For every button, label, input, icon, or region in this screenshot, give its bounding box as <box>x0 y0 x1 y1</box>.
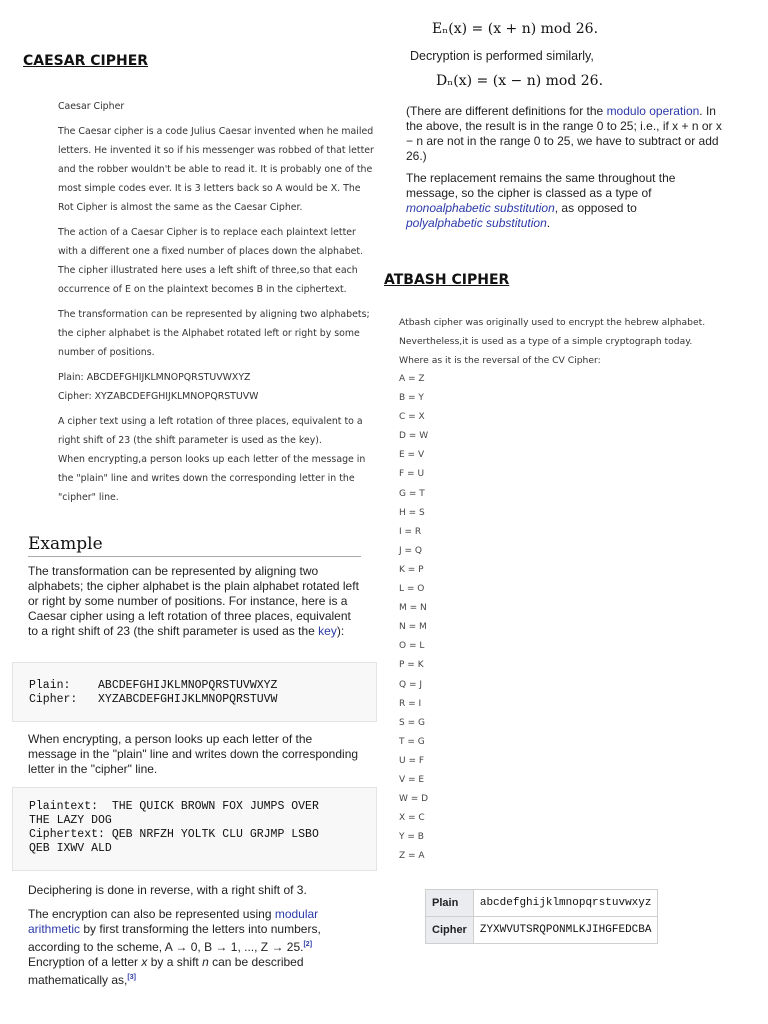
key-link[interactable]: key <box>318 624 337 638</box>
atbash-pair: D = W <box>399 431 429 442</box>
cipher-header-cell: Cipher <box>426 917 474 944</box>
atbash-pair: J = Q <box>399 545 423 556</box>
scan-paragraph-3: The transformation can be represented by aligning two alphabets; the cipher alphabet is the Alphabet rotated left or right by some number of positions. <box>58 309 370 358</box>
plain-header-cell: Plain <box>426 890 474 917</box>
atbash-pair: X = C <box>399 813 425 824</box>
modulo-note-text: (There are different definitions for the <box>406 104 607 118</box>
caesar-title: CAESAR CIPHER <box>23 53 149 69</box>
example-p1-text: The transformation can be represented by aligning two alphabets; the cipher alphabet is the plain alphabet rotated left or right by some number of positions. For instance, here is a Caesar cipher using a left rotation of three places, equivalent to a right shift of 23 (the shift parameter is used as the <box>28 564 359 638</box>
atbash-pair: V = E <box>399 774 425 785</box>
example-paragraph-3: Deciphering is done in reverse, with a right shift of 3. <box>28 883 307 897</box>
example-paragraph-1 <box>28 564 363 639</box>
atbash-pair: Q = J <box>399 679 423 690</box>
atbash-pair: B = Y <box>399 393 424 404</box>
plain-cipher-box: Plain: ABCDEFGHIJKLMNOPQRSTUVWXYZ Cipher: XYZABCDEFGHIJKLMNOPQRSTUVW <box>12 662 377 722</box>
atbash-pair: U = F <box>399 755 425 766</box>
atbash-pair: S = G <box>399 717 425 728</box>
modulo-note <box>406 104 726 164</box>
atbash-pair: L = O <box>399 584 425 595</box>
modulo-operation-link[interactable]: modulo operation <box>606 104 700 118</box>
example-paragraph-4 <box>28 907 368 988</box>
scan-cipher-line: Cipher: XYZABCDEFGHIJKLMNOPQRSTUVW <box>58 391 259 402</box>
scan-after-1: A cipher text using a left rotation of three places, equivalent to a right shift of 23 (the shift parameter is used as the key). <box>58 416 363 446</box>
caesar-scan-block <box>58 97 378 507</box>
plain-value-cell: abcdefghijklmnopqrstuvwxyz <box>473 890 658 917</box>
modulo-note-text-2: . In the above, the result is in the range 0 to 25; i.e., if x + n or x − n are not in the range 0 to 25, we have to subtract or add 26.) <box>406 104 722 163</box>
atbash-intro-1: Atbash cipher was originally used to encrypt the hebrew alphabet. <box>399 317 706 328</box>
example-p4-text-4: by a shift <box>147 955 203 969</box>
atbash-intro-2: Nevertheless,it is used as a type of a simple cryptograph today. <box>399 336 693 347</box>
atbash-pair: O = L <box>399 641 425 652</box>
atbash-pair: I = R <box>399 526 422 537</box>
atbash-pair: G = T <box>399 488 425 499</box>
table-row <box>426 890 658 917</box>
example-p1-end: ): <box>336 624 345 638</box>
atbash-pair: E = V <box>399 450 425 461</box>
atbash-pair: H = S <box>399 507 425 518</box>
atbash-pair: A = Z <box>399 374 425 384</box>
atbash-pair: Y = B <box>399 832 424 843</box>
atbash-pair: W = D <box>399 794 429 805</box>
atbash-pair: Z = A <box>399 851 425 862</box>
example-p4-text-3: Encryption of a letter <box>28 955 142 969</box>
modular-arithmetic-link[interactable]: modular arithmetic <box>28 907 319 936</box>
scan-after-2: When encrypting,a person looks up each letter of the message in the "plain" line and writes down the corresponding letter in the "cipher" line. <box>58 454 366 503</box>
atbash-pair: T = G <box>399 736 425 747</box>
example-p4-text-2: by first transforming the letters into numbers, according to the scheme, A → 0, B → 1, ..., Z → 25. <box>28 922 321 954</box>
atbash-pair: N = M <box>399 622 427 633</box>
atbash-pair: F = U <box>399 469 425 480</box>
atbash-pair: M = N <box>399 603 427 614</box>
example-p4-text: The encryption can also be represented using <box>28 907 275 921</box>
replacement-text: The replacement remains the same throughout the message, so the cipher is classed as a type of <box>406 171 676 200</box>
example-p4-text-5: can be described mathematically as, <box>28 955 304 987</box>
monoalphabetic-link[interactable]: monoalphabetic substitution <box>406 201 555 215</box>
example-heading: Example <box>28 534 361 557</box>
reference-2[interactable]: [2] <box>303 941 313 948</box>
scan-heading: Caesar Cipher <box>58 101 125 112</box>
atbash-pair: R = I <box>399 698 422 709</box>
var-x: x <box>141 955 148 969</box>
atbash-intro-3: Where as it is the reversal of the CV Cipher: <box>399 355 601 366</box>
replacement-paragraph <box>406 171 716 231</box>
scan-plain-line: Plain: ABCDEFGHIJKLMNOPQRSTUVWXYZ <box>58 372 251 383</box>
atbash-intro <box>399 313 739 370</box>
atbash-pair: P = K <box>399 660 424 671</box>
atbash-title: ATBASH CIPHER <box>384 272 510 288</box>
var-n: n <box>202 955 209 969</box>
atbash-pair-list <box>399 370 428 866</box>
atbash-pair: C = X <box>399 412 425 423</box>
decryption-text: Decryption is performed similarly, <box>410 49 594 63</box>
plaintext-ciphertext-box: Plaintext: THE QUICK BROWN FOX JUMPS OVER THE LAZY DOG Ciphertext: QEB NRFZH YOLTK CLU GRJMP LSBO QEB IXWV ALD <box>12 787 377 871</box>
table-row <box>426 917 658 944</box>
decryption-formula: Dₙ(x) = (x − n) mod 26. <box>436 73 604 89</box>
atbash-table <box>425 889 658 944</box>
replacement-text-2: , as opposed to <box>554 201 637 215</box>
replacement-end: . <box>546 216 551 230</box>
reference-3[interactable]: [3] <box>127 974 136 981</box>
cipher-value-cell: ZYXWVUTSRQPONMLKJIHGFEDCBA <box>473 917 658 944</box>
polyalphabetic-link[interactable]: polyalphabetic substitution <box>406 216 547 230</box>
scan-paragraph-1: The Caesar cipher is a code Julius Caesar invented when he mailed letters. He invented it so if his messenger was robbed of that letter and the robber wouldn't be able to read it. It is probably one of the most simple codes ever. It is 3 letters back so A would be X. The Rot Cipher is almost the same as the Caesar Cipher. <box>58 126 374 213</box>
example-paragraph-2: When encrypting, a person looks up each letter of the message in the "plain" line and writes down the corresponding letter in the "cipher" line. <box>28 732 359 776</box>
encryption-formula: Eₙ(x) = (x + n) mod 26. <box>432 21 599 37</box>
scan-paragraph-2: The action of a Caesar Cipher is to replace each plaintext letter with a different one a fixed number of places down the alphabet. The cipher illustrated here uses a left shift of three,so that each occurrence of E on the plaintext becomes B in the ciphertext. <box>58 227 364 295</box>
atbash-pair: K = P <box>399 564 424 575</box>
